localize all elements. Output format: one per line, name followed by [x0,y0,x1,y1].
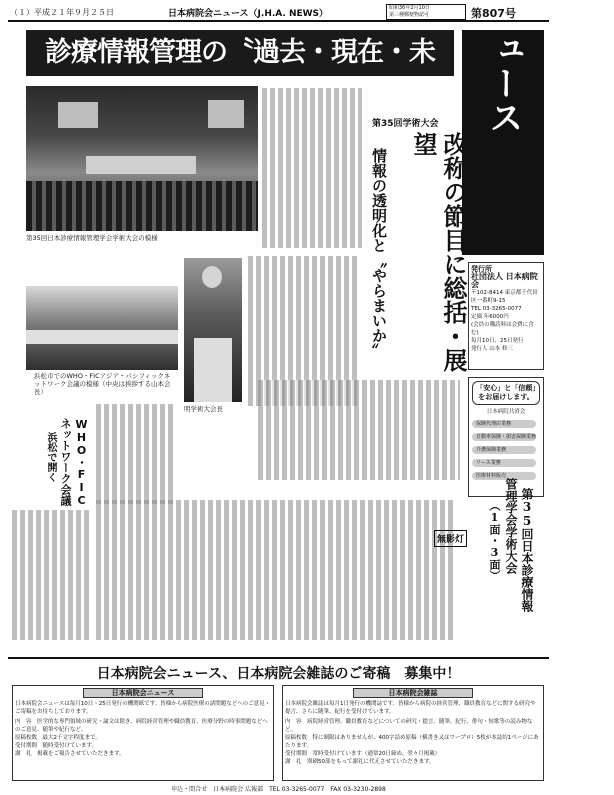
article-body [258,380,460,480]
column-row: 内 容 病院経営管理、職員教育などについての研究・提言、随筆、紀行、俳句・短歌等の読み物など。 [285,719,533,733]
column-row: 原稿枚数 特に制限はありませんが、400字詰め原稿（横書き又はワープロ）5枚が本誌約1ページにあたります。 [285,735,539,749]
registration-box: 昭和36年2月10日 第三種郵便物認可 [386,4,466,20]
column-row: 原稿枚数 最大2千文字程度まで。 [15,735,101,741]
column-row: 受付期間 常時受付けています（通常20日締め、翌々月掲載） [285,751,441,757]
photo-caption: 浜松市でのWHO・FICアジア・パシフィックネットワーク会議の模様（中央は挨拶する山本会長） [34,372,171,396]
article-body [12,510,92,640]
ad-item: 介護保険業務 [472,446,536,454]
journal-submission-column [282,685,544,781]
masthead-title: 日本病院会ニュース [483,32,597,236]
photo-caption: 第35回日本診療情報管理学会学術大会の模様 [26,234,158,242]
announcement-title: 日本病院会ニュース、日本病院会雑誌のご寄稿 募集中！ [96,666,461,682]
issue-number: 第807号 [471,7,516,20]
issue-date: （１）平成２１年９月２５日 [10,8,114,17]
ad-item: 医療材料販売 [472,472,536,480]
section-label: 第35回学術大会 [372,119,439,129]
column-lead: 日本病院会ニュースは毎月10日・25日発行の機関紙です。皆様から病院医療の諸問題などへのご意見・ご寄稿をお待ちしております。 [15,701,271,715]
column-row: 受付期間 随時受付けています。 [15,743,98,749]
article-body [262,88,362,248]
side-headline: 管理学会学術大会 [504,478,518,574]
publisher-name: 社団法人 日本病院会 [471,272,538,289]
ad-org: 日本病院共済会 [486,409,526,415]
publisher-box [468,262,544,370]
main-headline: 改称の節目に総括・展望 [409,132,468,372]
photo-caption: 明学術大会長 [184,405,223,413]
masthead [462,30,597,255]
ad-item: 保険代理店業務 [472,420,536,428]
who-headline: ネットワーク会議 [59,418,72,506]
banner-headline: 診療情報管理の〝過去・現在・未 [26,30,454,76]
article-body [96,404,176,504]
column-row: 謝 礼 掲載をご報告させていただきます。 [15,751,125,757]
column-lead: 日本病院会雑誌は毎月1日発行の機関誌です。皆様から病院の経営管理、職員教育などに関する研究や提言、さらに随筆、紀行を受付けています。 [285,701,536,715]
header-strip [8,4,549,22]
who-headline: WHO・FIC [75,418,88,507]
news-submission-column [12,685,274,781]
column-heading: 日本病院会雑誌 [353,688,473,698]
column-heading: 日本病院会ニュース [83,688,203,698]
meeting-photo [26,286,178,370]
contact-line: 申込・問合せ 日本病院会 広報部 TEL 03-3265-0077 FAX 03-3230-2898 [171,786,386,793]
conference-hall-photo [26,86,258,231]
ad-item: リース業務 [472,459,536,467]
column-row: 内 容 医学的な専門領域の研究・論文は除き、病院経営管理や職員教育、医療分野の時事問題などへのご意見、随筆や紀行など。 [15,719,268,733]
who-headline: 浜松で開く [45,432,56,482]
side-headline: （1面・3面） [488,500,501,581]
ad-item: 自動車保険・損害保険業務 [472,433,536,441]
column-row: 謝 礼 別刷50部をもって謝礼に代えさせていただきます。 [285,759,435,765]
article-body [96,500,456,640]
speaker-photo [184,258,242,402]
publisher-details: 〒102-8414 東京都千代田区一番町9-15 TEL 03-3265-0077 定価 年6000円 (会員の購読料は会費に含む) 毎月10日、25日発行 発行人 山本 修三 [471,290,538,352]
ad-slogan: 「安心」と「信頼」をお届けします。 [472,381,540,405]
announcement-box [8,657,549,795]
side-headline: 第35回日本診療情報 [520,488,534,612]
sub-headline: 情報の透明化と〝やらまいか〟 [370,148,388,358]
paper-name-small: 日本病院会ニュース（J.H.A. NEWS） [168,9,329,19]
column-tag: 無影灯 [434,530,467,547]
publisher-label: 発行所 [471,265,492,273]
